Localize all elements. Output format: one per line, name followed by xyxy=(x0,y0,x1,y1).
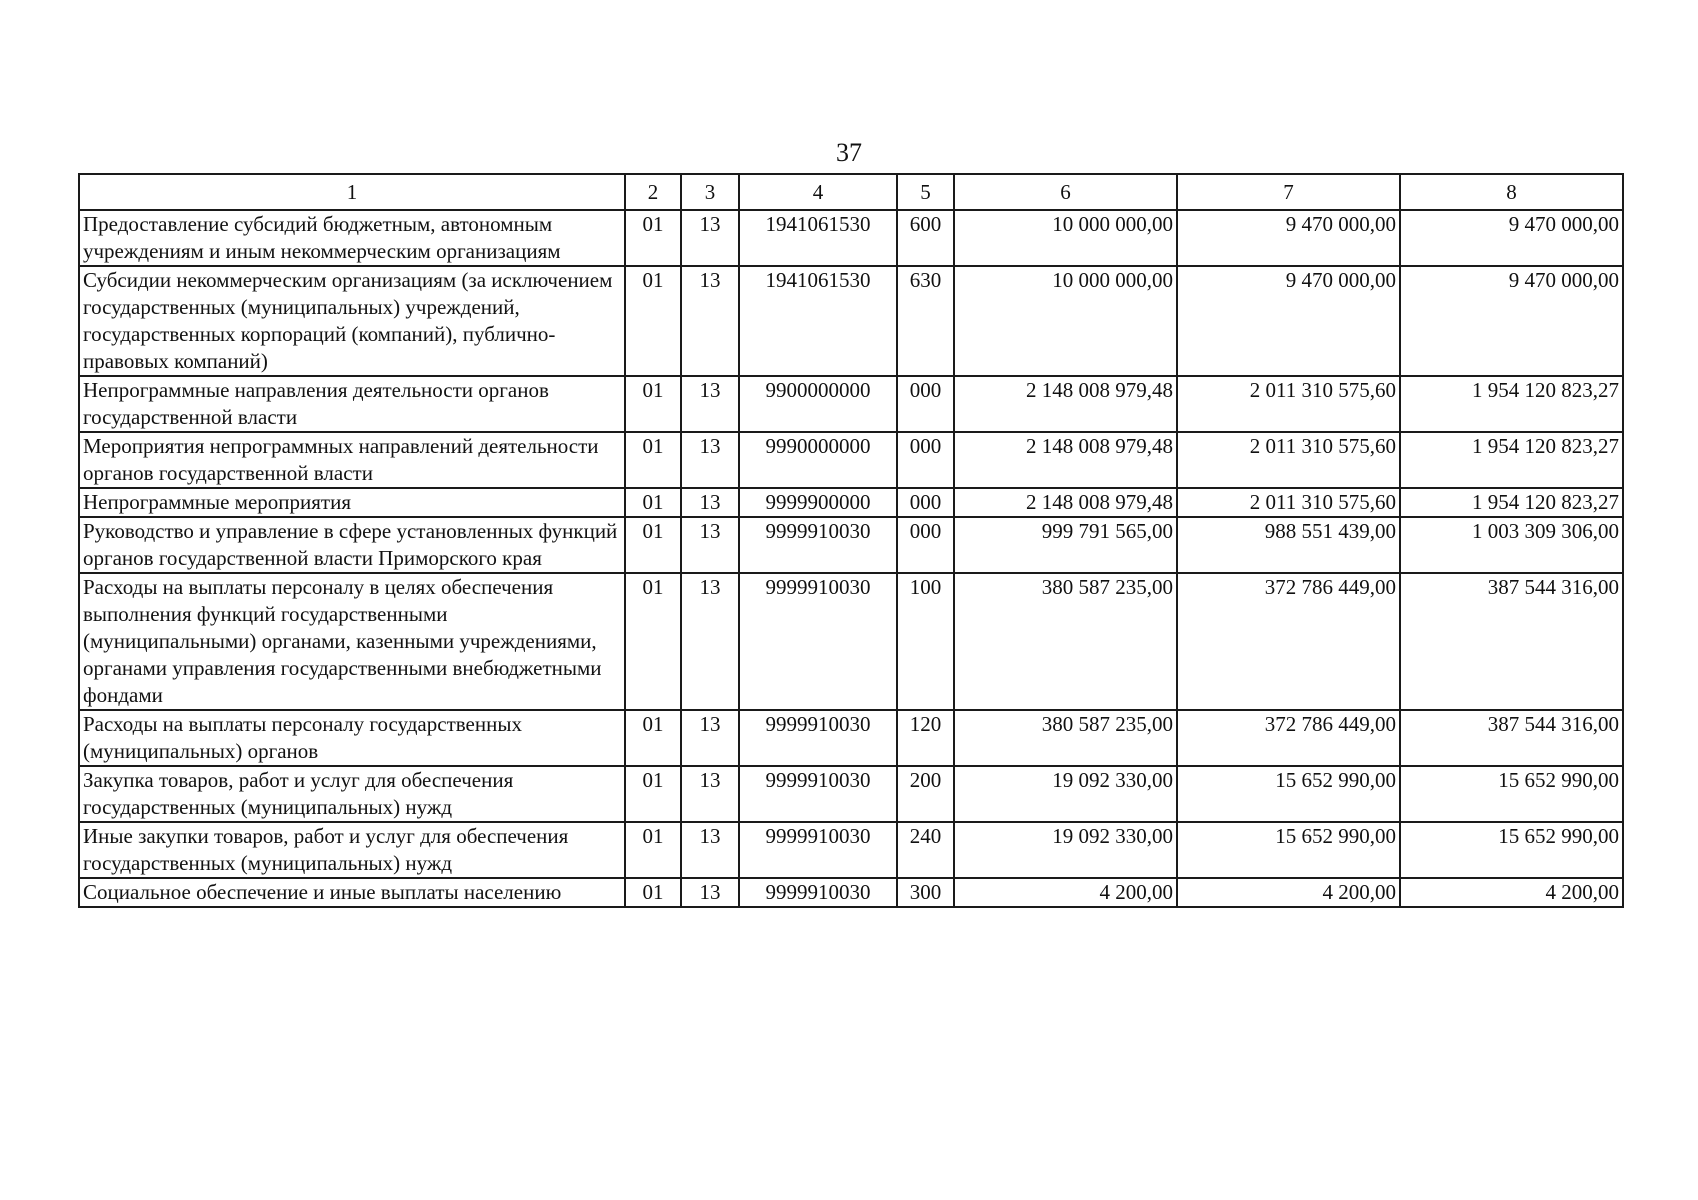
column-header-3: 3 xyxy=(681,174,739,210)
table-row xyxy=(79,376,1623,432)
table-row xyxy=(79,822,1623,878)
page-number-text: 37 xyxy=(836,138,862,167)
amount-col8-cell: 4 200,00 xyxy=(1400,878,1623,907)
amount-col6-cell: 2 148 008 979,48 xyxy=(954,432,1177,488)
subsection-code-cell: 13 xyxy=(681,488,739,517)
column-header-1: 1 xyxy=(79,174,625,210)
target-article-cell: 1941061530 xyxy=(739,266,897,376)
table-row xyxy=(79,878,1623,907)
amount-col6-cell: 4 200,00 xyxy=(954,878,1177,907)
subsection-code-cell: 13 xyxy=(681,766,739,822)
row-name-cell: Непрограммные мероприятия xyxy=(79,488,625,517)
amount-col7-cell: 988 551 439,00 xyxy=(1177,517,1400,573)
subsection-code-cell: 13 xyxy=(681,517,739,573)
table-row xyxy=(79,210,1623,266)
table-header-row xyxy=(79,174,1623,210)
row-name-cell: Социальное обеспечение и иные выплаты населению xyxy=(79,878,625,907)
expense-type-cell: 300 xyxy=(897,878,954,907)
section-code-cell: 01 xyxy=(625,710,681,766)
expense-type-cell: 000 xyxy=(897,488,954,517)
row-name-cell: Расходы на выплаты персоналу государственных (муниципальных) органов xyxy=(79,710,625,766)
table-body xyxy=(79,210,1623,907)
amount-col6-cell: 999 791 565,00 xyxy=(954,517,1177,573)
row-name-cell: Руководство и управление в сфере установленных функций органов государственной власти Приморского края xyxy=(79,517,625,573)
column-header-5: 5 xyxy=(897,174,954,210)
target-article-cell: 1941061530 xyxy=(739,210,897,266)
target-article-cell: 9999900000 xyxy=(739,488,897,517)
expense-type-cell: 000 xyxy=(897,432,954,488)
amount-col7-cell: 15 652 990,00 xyxy=(1177,766,1400,822)
table-row xyxy=(79,517,1623,573)
amount-col8-cell: 15 652 990,00 xyxy=(1400,766,1623,822)
row-name-cell: Предоставление субсидий бюджетным, автономным учреждениям и иным некоммерческим организациям xyxy=(79,210,625,266)
row-name-cell: Расходы на выплаты персоналу в целях обеспечения выполнения функций государственными (муниципальными) органами, казенными учреждениями, органами управления государственными внебюджетными фондами xyxy=(79,573,625,710)
amount-col7-cell: 4 200,00 xyxy=(1177,878,1400,907)
target-article-cell: 9999910030 xyxy=(739,517,897,573)
amount-col8-cell: 9 470 000,00 xyxy=(1400,210,1623,266)
amount-col7-cell: 2 011 310 575,60 xyxy=(1177,488,1400,517)
row-name-cell: Иные закупки товаров, работ и услуг для обеспечения государственных (муниципальных) нужд xyxy=(79,822,625,878)
target-article-cell: 9900000000 xyxy=(739,376,897,432)
subsection-code-cell: 13 xyxy=(681,573,739,710)
expense-type-cell: 240 xyxy=(897,822,954,878)
amount-col6-cell: 2 148 008 979,48 xyxy=(954,488,1177,517)
section-code-cell: 01 xyxy=(625,266,681,376)
target-article-cell: 9999910030 xyxy=(739,822,897,878)
section-code-cell: 01 xyxy=(625,822,681,878)
section-code-cell: 01 xyxy=(625,376,681,432)
amount-col7-cell: 372 786 449,00 xyxy=(1177,573,1400,710)
table-row xyxy=(79,432,1623,488)
column-header-4: 4 xyxy=(739,174,897,210)
row-name-cell: Закупка товаров, работ и услуг для обеспечения государственных (муниципальных) нужд xyxy=(79,766,625,822)
amount-col8-cell: 1 954 120 823,27 xyxy=(1400,376,1623,432)
amount-col6-cell: 380 587 235,00 xyxy=(954,710,1177,766)
table-row xyxy=(79,766,1623,822)
subsection-code-cell: 13 xyxy=(681,822,739,878)
amount-col8-cell: 1 954 120 823,27 xyxy=(1400,432,1623,488)
subsection-code-cell: 13 xyxy=(681,878,739,907)
section-code-cell: 01 xyxy=(625,488,681,517)
amount-col6-cell: 2 148 008 979,48 xyxy=(954,376,1177,432)
amount-col6-cell: 10 000 000,00 xyxy=(954,266,1177,376)
subsection-code-cell: 13 xyxy=(681,710,739,766)
row-name-cell: Мероприятия непрограммных направлений деятельности органов государственной власти xyxy=(79,432,625,488)
target-article-cell: 9999910030 xyxy=(739,766,897,822)
target-article-cell: 9990000000 xyxy=(739,432,897,488)
amount-col8-cell: 9 470 000,00 xyxy=(1400,266,1623,376)
amount-col6-cell: 10 000 000,00 xyxy=(954,210,1177,266)
expense-type-cell: 000 xyxy=(897,376,954,432)
amount-col8-cell: 387 544 316,00 xyxy=(1400,710,1623,766)
table-row xyxy=(79,488,1623,517)
expense-type-cell: 100 xyxy=(897,573,954,710)
amount-col8-cell: 1 954 120 823,27 xyxy=(1400,488,1623,517)
amount-col8-cell: 387 544 316,00 xyxy=(1400,573,1623,710)
page-number xyxy=(0,138,1698,168)
subsection-code-cell: 13 xyxy=(681,210,739,266)
amount-col8-cell: 15 652 990,00 xyxy=(1400,822,1623,878)
target-article-cell: 9999910030 xyxy=(739,878,897,907)
amount-col6-cell: 19 092 330,00 xyxy=(954,822,1177,878)
expense-type-cell: 630 xyxy=(897,266,954,376)
amount-col7-cell: 15 652 990,00 xyxy=(1177,822,1400,878)
amount-col6-cell: 19 092 330,00 xyxy=(954,766,1177,822)
table-row xyxy=(79,573,1623,710)
subsection-code-cell: 13 xyxy=(681,376,739,432)
section-code-cell: 01 xyxy=(625,432,681,488)
section-code-cell: 01 xyxy=(625,766,681,822)
amount-col6-cell: 380 587 235,00 xyxy=(954,573,1177,710)
column-header-6: 6 xyxy=(954,174,1177,210)
column-header-2: 2 xyxy=(625,174,681,210)
section-code-cell: 01 xyxy=(625,517,681,573)
section-code-cell: 01 xyxy=(625,878,681,907)
table-row xyxy=(79,266,1623,376)
subsection-code-cell: 13 xyxy=(681,266,739,376)
column-header-7: 7 xyxy=(1177,174,1400,210)
amount-col7-cell: 9 470 000,00 xyxy=(1177,266,1400,376)
target-article-cell: 9999910030 xyxy=(739,573,897,710)
expense-type-cell: 600 xyxy=(897,210,954,266)
row-name-cell: Непрограммные направления деятельности органов государственной власти xyxy=(79,376,625,432)
target-article-cell: 9999910030 xyxy=(739,710,897,766)
row-name-cell: Субсидии некоммерческим организациям (за исключением государственных (муниципальных) учреждений, государственных корпораций (компаний), публично-правовых компаний) xyxy=(79,266,625,376)
amount-col7-cell: 9 470 000,00 xyxy=(1177,210,1400,266)
amount-col7-cell: 2 011 310 575,60 xyxy=(1177,432,1400,488)
budget-table xyxy=(78,173,1624,908)
expense-type-cell: 120 xyxy=(897,710,954,766)
table-row xyxy=(79,710,1623,766)
subsection-code-cell: 13 xyxy=(681,432,739,488)
amount-col8-cell: 1 003 309 306,00 xyxy=(1400,517,1623,573)
section-code-cell: 01 xyxy=(625,573,681,710)
amount-col7-cell: 2 011 310 575,60 xyxy=(1177,376,1400,432)
expense-type-cell: 000 xyxy=(897,517,954,573)
expense-type-cell: 200 xyxy=(897,766,954,822)
section-code-cell: 01 xyxy=(625,210,681,266)
amount-col7-cell: 372 786 449,00 xyxy=(1177,710,1400,766)
column-header-8: 8 xyxy=(1400,174,1623,210)
